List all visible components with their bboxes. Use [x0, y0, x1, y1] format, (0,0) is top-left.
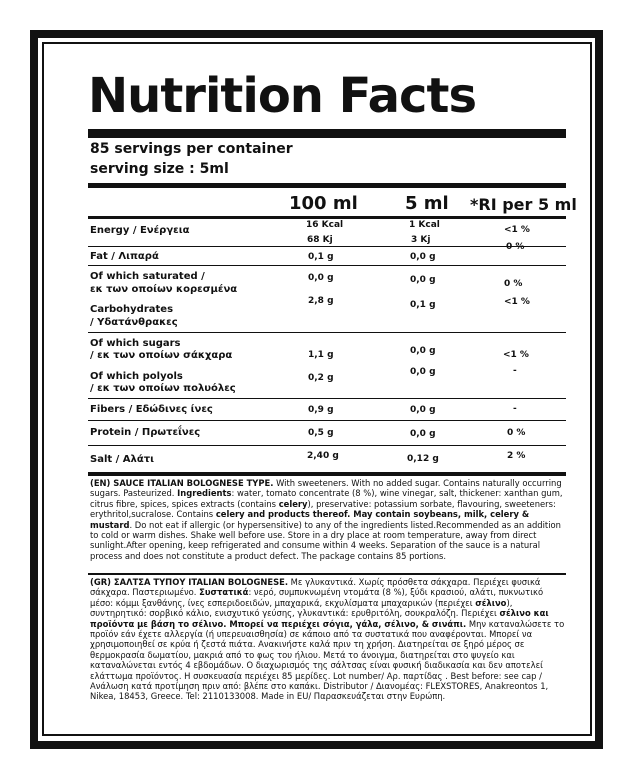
- row-label-saturated: Of which saturated /: [90, 271, 205, 282]
- text-gr-part: Με γλυκαντικά. Χωρίς πρόσθετα σάκχαρα. Περιέχει φυσικά σάκχαρα. Παστεριωμένο.: [90, 577, 541, 598]
- servings-rule: [88, 183, 566, 188]
- value-protein-100ml: 0,5 g: [308, 428, 334, 438]
- text-divider: [88, 573, 566, 575]
- text-en-part: : water, tomato concentrate (8 %), wine vinegar, salt, thickener: xanthan gum, citrus fibre, spices, spices extracts (contains: [90, 488, 563, 509]
- value-fat-ri: 0 %: [506, 242, 525, 252]
- value-polyols-100ml: 0,2 g: [308, 373, 334, 383]
- row-label-polyols: Of which polyols: [90, 371, 183, 382]
- row-label-energy: Energy / Ενέργεια: [90, 225, 190, 236]
- value-fibers-5ml: 0,0 g: [410, 405, 436, 415]
- row-divider: [88, 265, 566, 266]
- value-fat-100ml: 0,1 g: [308, 252, 334, 262]
- allergen-statement-gr: σέλινο και προϊόντα με βάση το σέλινο. Μπορεί να περιέχει σόγια, γάλα, σέλινο, & σινάπι.: [90, 608, 549, 629]
- text-gr-part: : νερό, συμπυκνωμένη ντομάτα (8 %), ξύδι κρασιού, αλάτι, πυκνωτικό μέσο: κόμμι ξανθάνης, ίνες εσπεριδοειδών, μπαχαρικά, εκχυλίσματα μπαχαρικών (περιέχει: [90, 587, 544, 608]
- text-en-part: . Do not eat if allergic (or hypersensitive) to any of the ingredients listed.Recommended as an addition to cold or warm dishes. Shake well before use. Store in a dry place at room temperature, away from direct sunlight.After opening, keep refrigerated and consume within 4 weeks. Separation of the sauce is a natural process and does not constitute a product defect. The package contains 85 portions.: [90, 519, 561, 561]
- value-polyols-ri: -: [513, 366, 517, 376]
- row-label-fibers: Fibers / Εδώδινες ίνες: [90, 404, 213, 415]
- value-sugars-ri: <1 %: [503, 350, 529, 360]
- text-gr-part: Μην καταναλώσετε το προϊόν εάν έχετε αλλεργία (ή υπερευαισθησία) σε κάποιο από τα συστατικά που αναφέρονται. Μπορεί να χρησιμοποιηθεί σε κρύα ή ζεστά πιάτα. Ανακινήστε καλά πριν τη χρήση. Διατηρείται σε ξηρό μέρος σε θερμοκρασία δωματίου, μακριά από το φως του ήλιου. Μετά το άνοιγμα, διατηρείται στο ψυγείο και καταναλώνεται εντός 4 εβδομάδων. Ο διαχωρισμός της σάλτσας είναι φυσική διαδικασία και δεν αποτελεί ελάττωμα προϊόντος. Η συσκευασία περιέχει 85 μερίδες. Lot number/ Αρ. παρτίδας . Best before: see cap / Ανάλωση κατά προτίμηση πριν από: βλέπε στο καπάκι. Distributor / Διανομέας: FLEXSTORES, Anakreontos 1, Nikea, 18453, Greece. Tel: 2110133008. Made in EU/ Παρασκευάζεται στην Ευρώπη.: [90, 618, 565, 702]
- servings-text: 85 servings per container: [90, 141, 293, 157]
- ingredients-label-gr: Συστατικά: [199, 587, 249, 598]
- value-sugars-5ml: 0,0 g: [410, 346, 436, 356]
- value-fibers-ri: -: [513, 404, 517, 414]
- table-bottom-rule: [88, 472, 566, 476]
- value-energy-ri: <1 %: [504, 225, 530, 235]
- column-header-5ml: 5 ml: [405, 193, 449, 214]
- value-saturated-ri: 0 %: [504, 279, 523, 289]
- value-fibers-100ml: 0,9 g: [308, 405, 334, 415]
- row-label-sugars: Of which sugars: [90, 338, 181, 349]
- title-rule: [88, 129, 566, 138]
- value-polyols-5ml: 0,0 g: [410, 367, 436, 377]
- row-label-sugars-gr: / εκ των οποίων σάκχαρα: [90, 350, 233, 361]
- product-name-gr: (GR) ΣΑΛΤΣΑ ΤΥΠΟΥ ITALIAN BOLOGNESE.: [90, 577, 289, 587]
- page-title: Nutrition Facts: [88, 68, 477, 124]
- row-divider: [88, 420, 566, 421]
- allergen-en: celery: [278, 498, 308, 509]
- row-label-protein: Protein / Πρωτεΐνες: [90, 427, 201, 438]
- row-divider: [88, 445, 566, 446]
- value-energy-100ml-kj: 68 Kj: [307, 235, 333, 245]
- value-sugars-100ml: 1,1 g: [308, 350, 334, 360]
- value-protein-ri: 0 %: [507, 428, 526, 438]
- serving-size-text: serving size : 5ml: [90, 161, 229, 177]
- value-energy-100ml-kcal: 16 Kcal: [306, 220, 344, 230]
- allergen-gr: σέλινο: [475, 597, 507, 608]
- row-label-fat: Fat / Λιπαρά: [90, 251, 159, 262]
- text-en-part: With sweeteners. With no added sugar. Contains naturally occurring sugars. Pasteurized.: [90, 478, 562, 499]
- allergen-statement-en: celery and products thereof. May contain soybeans, milk, celery & mustard: [90, 509, 530, 530]
- value-salt-5ml: 0,12 g: [407, 454, 439, 464]
- ingredients-text-gr: [90, 577, 565, 702]
- value-energy-5ml-kj: 3 Kj: [411, 235, 431, 245]
- value-salt-100ml: 2,40 g: [307, 451, 339, 461]
- row-label-polyols-gr: / εκ των οποίων πολυόλες: [90, 383, 236, 394]
- row-divider: [88, 332, 566, 333]
- value-carbohydrates-5ml: 0,1 g: [410, 300, 436, 310]
- row-label-carbohydrates: Carbohydrates: [90, 304, 174, 315]
- ingredients-label-en: Ingredients: [177, 488, 232, 499]
- value-fat-5ml: 0,0 g: [410, 252, 436, 262]
- text-gr-part: ), συντηρητικό: σορβικό κάλιο, ενισχυτικό γεύσης, γλυκαντικά: ερυθριτόλη, σουκραλόζη. Περιέχει: [90, 597, 513, 619]
- value-energy-5ml-kcal: 1 Kcal: [409, 220, 440, 230]
- row-label-saturated-gr: εκ των οποίων κορεσμένα: [90, 284, 238, 295]
- header-rule: [88, 216, 566, 219]
- text-en-part: ), preservative: potassium sorbate, flavouring, sweeteners: erythritol,sucralose. Contains: [90, 498, 556, 520]
- value-carbohydrates-ri: <1 %: [504, 297, 530, 307]
- value-saturated-100ml: 0,0 g: [308, 273, 334, 283]
- row-label-carbohydrates-gr: / Υδατάνθρακες: [90, 317, 178, 328]
- value-saturated-5ml: 0,0 g: [410, 275, 436, 285]
- row-divider: [88, 398, 566, 399]
- row-divider: [88, 246, 566, 247]
- value-carbohydrates-100ml: 2,8 g: [308, 296, 334, 306]
- value-salt-ri: 2 %: [507, 451, 526, 461]
- product-name-en: (EN) SAUCE ITALIAN BOLOGNESE TYPE.: [90, 478, 274, 488]
- ingredients-text-en: [90, 478, 565, 561]
- row-label-salt: Salt / Αλάτι: [90, 454, 154, 465]
- column-header-100ml: 100 ml: [289, 193, 358, 214]
- value-protein-5ml: 0,0 g: [410, 429, 436, 439]
- column-header-ri: *RI per 5 ml: [470, 195, 577, 214]
